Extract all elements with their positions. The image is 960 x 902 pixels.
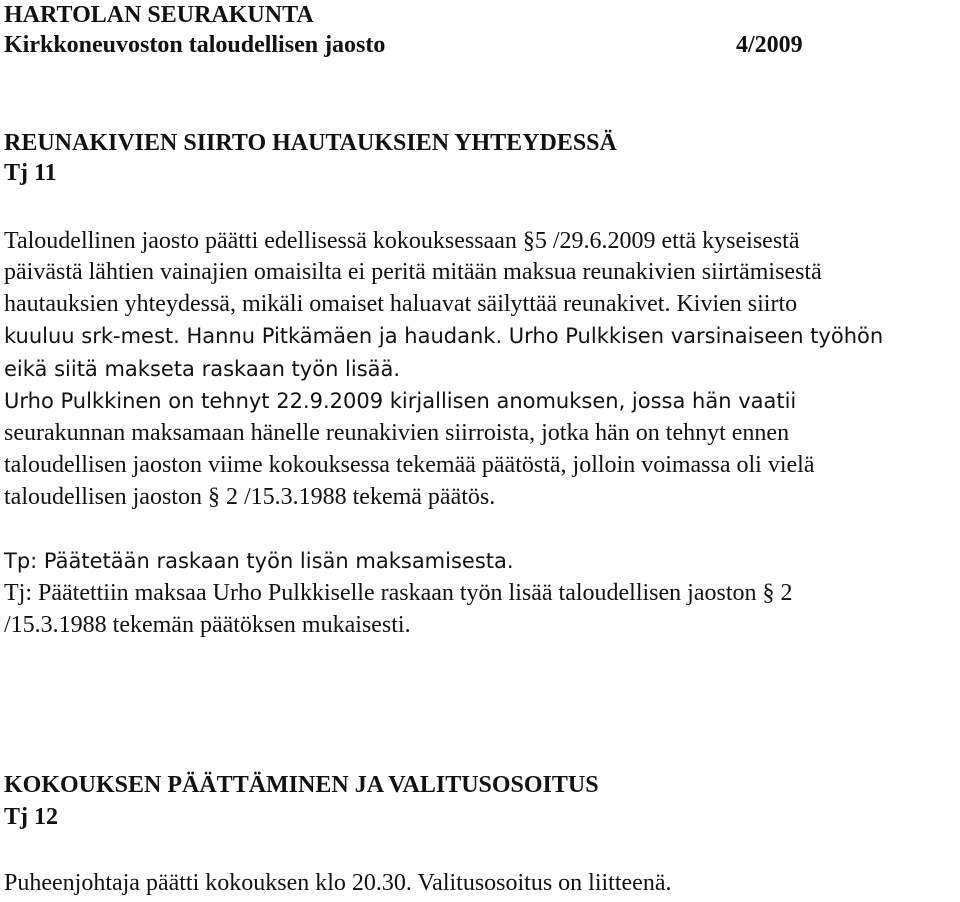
- closing-line: Puheenjohtaja päätti kokouksen klo 20.30. Valitusosoitus on liitteenä.: [4, 870, 672, 896]
- paragraph-line: hautauksien yhteydessä, mikäli omaiset haluavat säilyttää reunakivet. Kivien siirto: [4, 291, 798, 317]
- decision-line: Tj: Päätettiin maksaa Urho Pulkkiselle raskaan työn lisää taloudellisen jaoston § 2: [4, 580, 793, 606]
- paragraph-line: taloudellisen jaoston viime kokouksessa tekemää päätöstä, jolloin voimassa oli vielä: [4, 452, 815, 478]
- organization-name: HARTOLAN SEURAKUNTA: [4, 2, 314, 28]
- paragraph-line: Taloudellinen jaosto päätti edellisessä kokouksessaan §5 /29.6.2009 että kyseisestä: [4, 228, 800, 254]
- section-title: REUNAKIVIEN SIIRTO HAUTAUKSIEN YHTEYDESSÄ: [4, 130, 617, 156]
- item-number: Tj 12: [4, 804, 58, 830]
- section-title: KOKOUKSEN PÄÄTTÄMINEN JA VALITUSOSOITUS: [4, 772, 599, 798]
- document-subtitle: Kirkkoneuvoston taloudellisen jaosto: [4, 32, 386, 58]
- paragraph-line: päivästä lähtien vainajien omaisilta ei peritä mitään maksua reunakivien siirtämisestä: [4, 259, 822, 285]
- paragraph-line: Urho Pulkkinen on tehnyt 22.9.2009 kirjallisen anomuksen, jossa hän vaatii: [4, 389, 797, 413]
- meeting-number: 4/2009: [736, 32, 803, 58]
- paragraph-line: kuuluu srk-mest. Hannu Pitkämäen ja haudank. Urho Pulkkisen varsinaiseen työhön: [4, 324, 884, 348]
- paragraph-line: eikä siitä makseta raskaan työn lisää.: [4, 357, 401, 381]
- paragraph-line: seurakunnan maksamaan hänelle reunakivien siirroista, jotka hän on tehnyt ennen: [4, 420, 790, 446]
- decision-line: /15.3.1988 tekemän päätöksen mukaisesti.: [4, 612, 411, 638]
- item-number: Tj 11: [4, 160, 57, 186]
- paragraph-line: taloudellisen jaoston § 2 /15.3.1988 tekemä päätös.: [4, 484, 496, 510]
- proposal-line: Tp: Päätetään raskaan työn lisän maksamisesta.: [4, 549, 514, 573]
